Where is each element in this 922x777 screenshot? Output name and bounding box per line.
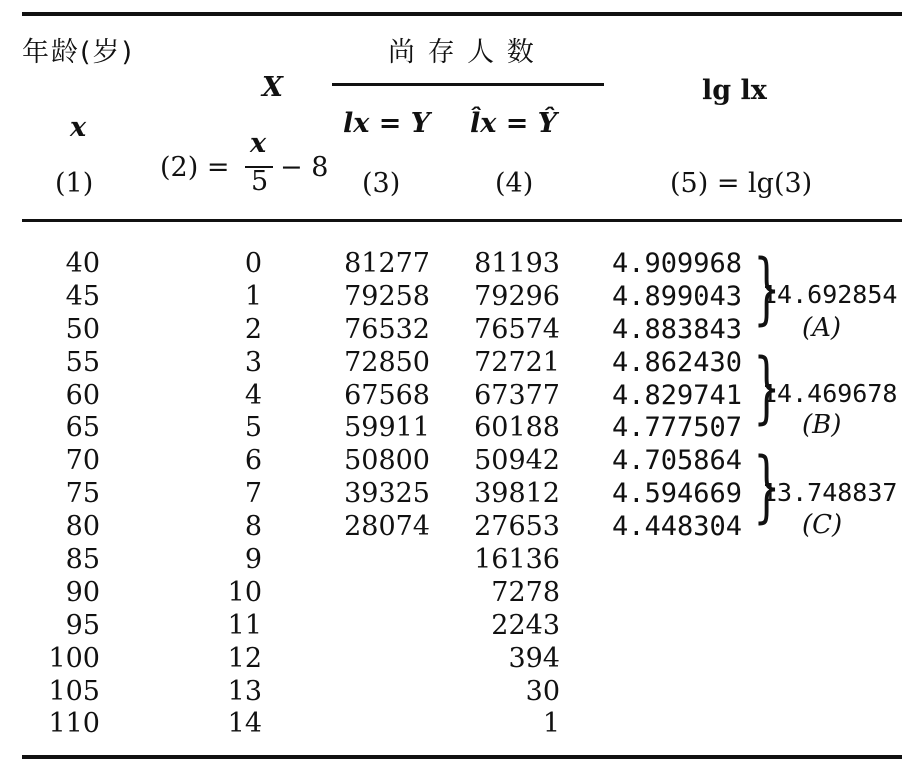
table-cell: 76574 <box>474 313 560 345</box>
col3-number: (3) <box>362 168 401 199</box>
table-cell: 394 <box>508 642 560 674</box>
table-cell: 72850 <box>344 346 430 378</box>
table-cell: 100 <box>48 642 100 674</box>
table-cell: 7278 <box>491 576 560 608</box>
table-cell: 80 <box>65 511 100 543</box>
table-cell: 4.448304 <box>612 511 743 543</box>
col2-formula-right: − 8 <box>280 152 329 183</box>
table-cell: 50800 <box>344 445 430 477</box>
col1-number: (1) <box>55 168 94 199</box>
table-cell: 105 <box>48 675 100 707</box>
x-label: X <box>262 72 283 103</box>
table-cell: 4.594669 <box>612 478 743 510</box>
col4-label: l̂x = Ŷ <box>470 108 558 139</box>
group-c-sum: 13.748837 <box>762 478 898 507</box>
table-cell: 39812 <box>474 478 560 510</box>
brace-b: } <box>753 343 781 433</box>
group-a-sum: 14.692854 <box>762 280 898 309</box>
table-cell: 4.862430 <box>612 346 743 378</box>
table-cell: 70 <box>65 445 100 477</box>
table-cell: 81193 <box>474 248 560 279</box>
group-b-label: (B) <box>802 410 842 440</box>
table-cell: 27653 <box>474 511 560 543</box>
survivors-rule <box>332 83 604 86</box>
table-cell: 45 <box>65 280 100 312</box>
table-cell: 2243 <box>491 609 560 641</box>
table-cell: 8 <box>244 511 262 543</box>
table-cell: 13 <box>227 675 262 707</box>
table-cell: 4.777507 <box>612 412 743 444</box>
table-cell: 4.909968 <box>612 248 743 279</box>
table-cell: 28074 <box>344 511 430 543</box>
table-cell: 67568 <box>344 379 430 411</box>
table-cell: 9 <box>244 544 262 576</box>
age-var: x <box>70 112 87 143</box>
lx-hat-column <box>465 248 560 741</box>
table-cell: 6 <box>244 445 262 477</box>
table-cell: 55 <box>65 346 100 378</box>
table-cell: 76532 <box>344 313 430 345</box>
group-a-label: (A) <box>802 313 842 343</box>
table-cell: 110 <box>48 708 100 740</box>
brace-a: } <box>753 244 781 334</box>
table-cell: 4.705864 <box>612 445 743 477</box>
table-cell: 67377 <box>474 379 560 411</box>
table-cell: 85 <box>65 544 100 576</box>
survivors-label: 尚 存 人 数 <box>388 37 536 68</box>
age-label: 年龄(岁) <box>22 37 135 68</box>
table-cell: 1 <box>244 280 262 312</box>
col2-formula-left: (2) = <box>160 152 230 183</box>
table-cell: 81277 <box>344 248 430 279</box>
table-cell: 65 <box>65 412 100 444</box>
col4-number: (4) <box>495 168 534 199</box>
table-cell: 2 <box>244 313 262 345</box>
col2-frac-num: x <box>250 128 267 159</box>
table-cell: 95 <box>65 609 100 641</box>
table-cell: 50 <box>65 313 100 345</box>
table-cell: 12 <box>227 642 262 674</box>
table-cell: 16136 <box>474 544 560 576</box>
table-cell: 0 <box>244 248 262 279</box>
table-cell: 11 <box>227 609 262 641</box>
table-cell: 4.829741 <box>612 379 743 411</box>
lx-column <box>335 248 430 544</box>
age-column <box>40 248 100 741</box>
table-cell: 59911 <box>344 412 430 444</box>
table-cell: 60188 <box>474 412 560 444</box>
col5-number: (5) = lg(3) <box>670 168 813 199</box>
table-cell: 4.899043 <box>612 280 743 312</box>
table-cell: 39325 <box>344 478 430 510</box>
table-cell: 90 <box>65 576 100 608</box>
x-column <box>200 248 262 741</box>
table-cell: 14 <box>227 708 262 740</box>
col3-label: lx = Y <box>343 108 431 139</box>
table-cell: 7 <box>244 478 262 510</box>
table-cell: 30 <box>525 675 560 707</box>
group-b-sum: 14.469678 <box>762 379 898 408</box>
header-rule <box>22 219 902 222</box>
col2-frac-den: 5 <box>251 166 269 197</box>
table-cell: 10 <box>227 576 262 608</box>
table-cell: 75 <box>65 478 100 510</box>
table-cell: 5 <box>244 412 262 444</box>
table-cell: 1 <box>542 708 560 740</box>
table-cell: 40 <box>65 248 100 279</box>
table-cell: 4 <box>244 379 262 411</box>
table-cell: 79296 <box>474 280 560 312</box>
table-cell: 79258 <box>344 280 430 312</box>
bottom-rule <box>22 755 902 759</box>
brace-c: } <box>753 442 781 532</box>
table-cell: 72721 <box>474 346 560 378</box>
table-cell: 3 <box>244 346 262 378</box>
lg-column <box>612 248 752 544</box>
col5-label: lg lx <box>702 75 767 106</box>
group-c-label: (C) <box>802 510 843 540</box>
table-cell: 60 <box>65 379 100 411</box>
table-cell: 4.883843 <box>612 313 743 345</box>
table-cell: 50942 <box>474 445 560 477</box>
top-rule <box>22 12 902 16</box>
